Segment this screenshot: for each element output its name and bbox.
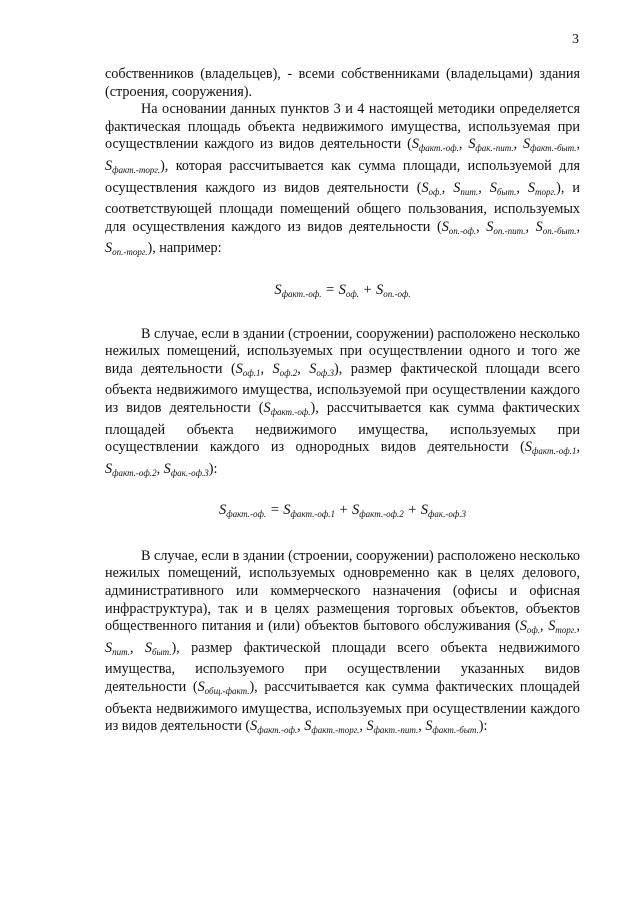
- area-variable: $S_{оп.-оф.}$: [441, 218, 477, 236]
- area-variable: $S_{факт.-оф.1}$: [283, 502, 335, 520]
- area-variable: $S_{оф.2}$: [272, 360, 298, 378]
- area-variable: $S_{факт.-оф.2}$: [352, 502, 404, 520]
- paragraph-1: собственников (владельцев), - всеми собственниками (владельцами) здания (строения, сооружения).: [105, 66, 580, 100]
- area-variable: $S_{факт.-быт.}$: [425, 718, 479, 736]
- area-variable: $S_{оп.-быт.}$: [535, 218, 577, 236]
- area-variable: $S_{факт.-быт.}$: [523, 136, 577, 154]
- area-variable: $S_{фак.-оф.3}$: [420, 502, 467, 520]
- area-variable: $S_{оф.1}$: [235, 360, 261, 378]
- area-variable: $S_{оп.-оф.}$: [376, 281, 411, 299]
- paragraph-2: На основании данных пунктов 3 и 4 настоящей методики определяется фактическая площадь объекта недвижимого имущества, используемая при осуществлении каждого из видов деятельности ($S_{факт.-оф.}$, $S_{фак.-пит.}$, $S_{факт.-быт.}$, $S_{факт.-торг.}$), которая рассчитывается как сумма площади, используемой для осуществления каждого из видов деятельности ($S_{оф.}$, $S_{пит.}$, $S_{быт.}$, $S_{торг.}$), и соответствующей площади помещений общего пользования, используемых для осуществления каждого из видов деятельности ($S_{оп.-оф.}$, $S_{оп.-пит.}$, $S_{оп.-быт.}$, $S_{оп.-торг.}$), например:: [105, 101, 581, 258]
- area-variable: $S_{оп.-пит.}$: [486, 218, 526, 236]
- area-variable: $S_{оф.}$: [421, 179, 442, 197]
- area-variable: $S_{торг.}$: [548, 618, 577, 636]
- area-variable: $S_{факт.-пит.}$: [366, 718, 419, 736]
- area-variable: $S_{оф.3}$: [309, 360, 334, 378]
- page-number: 3: [572, 32, 579, 47]
- area-variable: $S_{фак.-пит.}$: [468, 136, 514, 154]
- document-body: [105, 66, 580, 740]
- area-variable: $S_{факт.-торг.}$: [304, 718, 360, 736]
- area-variable: $S_{факт.-оф.}$: [274, 281, 322, 299]
- area-variable: $S_{быт.}$: [489, 179, 517, 197]
- area-variable: $S_{факт.-оф.2}$: [105, 460, 157, 478]
- paragraph-4: В случае, если в здании (строении, сооружении) расположено несколько нежилых помещений, используемых одновременно как в целях делового, административного или коммерческого назначения (офисы и офисная инфраструктура), так и в целях размещения торговых объектов, объектов общественного питания и (или) объектов бытового обслуживания ($S_{оф.}$, $S_{торг.}$, $S_{пит.}$, $S_{быт.}$), размер фактической площади всего объекта недвижимого имущества, используемого при осуществлении указанных видов деятельности $(S_{общ.-факт.})$, рассчитывается как сумма фактических площадей объекта недвижимого имущества, используемых при осуществлении каждого из видов деятельности ($S_{факт.-оф.}$, $S_{факт.-торг.}$, $S_{факт.-пит.}$, $S_{факт.-быт.}$):: [105, 547, 581, 736]
- area-variable: $S_{оп.-торг.}$: [105, 240, 148, 258]
- area-variable: $S_{факт.-торг.}$: [105, 157, 161, 175]
- area-variable: $S_{оф.}$: [519, 618, 541, 636]
- area-variable: $S_{общ.-факт.}$: [197, 679, 250, 697]
- area-variable: $S_{фак.-оф.3}$: [163, 460, 209, 478]
- area-variable: $S_{торг.}$: [527, 179, 557, 197]
- area-variable: $S_{факт.-оф.}$: [218, 502, 267, 520]
- area-variable: $S_{оф.}$: [338, 281, 359, 299]
- area-variable: $S_{пит.}$: [453, 179, 479, 197]
- paragraph-3: В случае, если в здании (строении, сооружении) расположено несколько нежилых помещений, используемых при осуществлении одного и того же вида деятельности ($S_{оф.1}$, $S_{оф.2}$, $S_{оф.3}$), размер фактической площади всего объекта недвижимого имущества, используемой при осуществлении каждого из видов деятельности $(S_{факт.-оф.})$, рассчитывается как сумма фактических площадей объекта недвижимого имущества, используемых при осуществлении каждого из однородных видов деятельности ($S_{факт.-оф.1}$, $S_{факт.-оф.2}$, $S_{фак.-оф.3}$):: [105, 325, 581, 478]
- area-variable: $S_{факт.-оф.1}$: [524, 439, 577, 457]
- area-variable: $S_{быт.}$: [144, 639, 172, 657]
- area-variable: $S_{факт.-оф.}$: [411, 136, 459, 154]
- area-variable: $S_{факт.-оф.}$: [250, 718, 298, 736]
- formula-2: $S_{факт.-оф.} = S_{факт.-оф.1} + S_{факт.-оф.2} + S_{фак.-оф.3}$: [218, 502, 467, 520]
- area-variable: $S_{факт.-оф.}$: [263, 399, 311, 417]
- formula-1: $S_{факт.-оф.} = S_{оф.} + S_{оп.-оф.}$: [274, 281, 411, 299]
- area-variable: $S_{пит.}$: [105, 639, 130, 657]
